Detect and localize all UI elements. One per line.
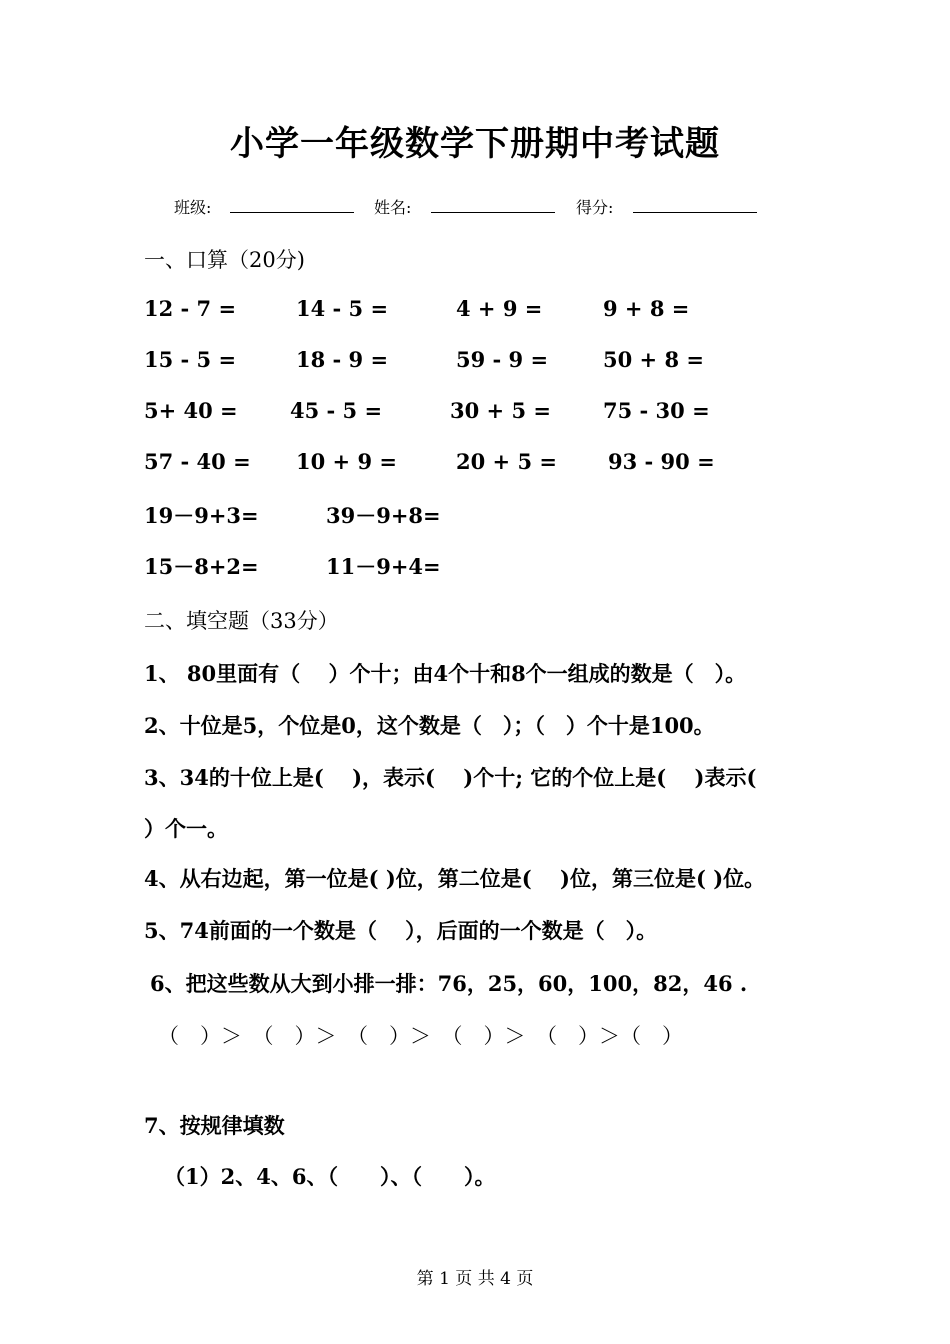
calc-item: 30 + 5 = — [450, 398, 551, 423]
calc-item: 93 - 90 = — [608, 449, 715, 474]
score-field[interactable] — [633, 212, 757, 213]
section1-heading: 一、口算（20分) — [144, 248, 305, 272]
page-title: 小学一年级数学下册期中考试题 — [230, 124, 720, 164]
calc-item: 5+ 40 = — [144, 398, 238, 423]
calc-item: 10 + 9 = — [296, 449, 397, 474]
question-6: 6、把这些数从大到小排一排：76，25，60，100，82，46 . — [150, 971, 748, 996]
calc-item: 50 + 8 = — [603, 347, 704, 372]
calc-item: 75 - 30 = — [603, 398, 710, 423]
calc-item: 18 - 9 = — [296, 347, 389, 372]
calc-item: 15 - 5 = — [144, 347, 237, 372]
class-label: 班级: — [174, 198, 212, 217]
calc-item: 9 + 8 = — [603, 296, 690, 321]
question-6-blanks: （ ）＞ （ ）＞ （ ）＞ （ ）＞ （ ）＞（ ） — [158, 1024, 683, 1048]
calc-item: 14 - 5 = — [296, 296, 389, 321]
calc-item: 4 + 9 = — [456, 296, 543, 321]
calc-item: 59 - 9 = — [456, 347, 549, 372]
question-3: 3、34的十位上是( )，表示( )个十; 它的个位上是( )表示( — [144, 765, 757, 790]
question-3-cont: ）个一。 — [144, 816, 228, 841]
calc-item: 11－9+4= — [326, 554, 441, 579]
question-5: 5、74前面的一个数是（ ），后面的一个数是（ ）。 — [144, 918, 658, 943]
question-4: 4、从右边起，第一位是( )位，第二位是( )位，第三位是( )位。 — [144, 866, 766, 891]
calc-item: 39－9+8= — [326, 503, 441, 528]
page-footer: 第 1 页 共 4 页 — [416, 1269, 534, 1289]
score-label: 得分: — [576, 198, 614, 217]
question-1: 1、 80里面有（ ）个十；由4个十和8个一组成的数是（ ）。 — [144, 661, 747, 686]
calc-item: 57 - 40 = — [144, 449, 251, 474]
calc-item: 19－9+3= — [144, 503, 259, 528]
calc-item: 15－8+2= — [144, 554, 259, 579]
name-label: 姓名: — [374, 198, 412, 217]
question-2: 2、十位是5，个位是0，这个数是（ ）；（ ）个十是100。 — [144, 713, 715, 738]
calc-item: 20 + 5 = — [456, 449, 557, 474]
calc-item: 45 - 5 = — [290, 398, 383, 423]
class-field[interactable] — [230, 212, 354, 213]
calc-item: 12 - 7 = — [144, 296, 237, 321]
name-field[interactable] — [431, 212, 555, 213]
question-7: 7、按规律填数 — [144, 1113, 285, 1138]
question-7-1: （1）2、4、6、（ ）、（ ）。 — [164, 1164, 496, 1189]
section2-heading: 二、填空题（33分） — [144, 609, 339, 633]
